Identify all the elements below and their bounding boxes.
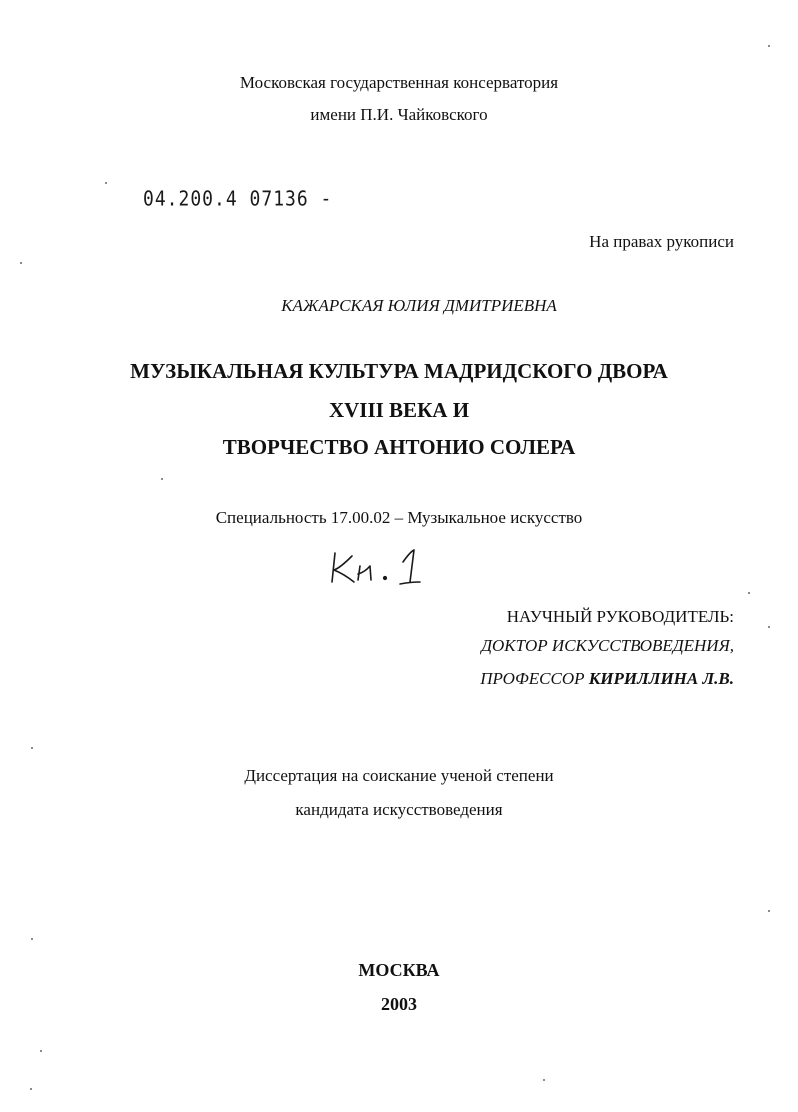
handwriting-dot [384,577,387,580]
scan-speck [31,747,33,749]
manuscript-note: На правах рукописи [589,232,734,251]
scan-speck [30,1088,32,1090]
scan-speck [768,45,770,47]
handwriting-stroke [334,556,354,582]
title-line-2: XVIII ВЕКА И [328,398,470,422]
author-name: КАЖАРСКАЯ ЮЛИЯ ДМИТРИЕВНА [281,296,557,315]
scan-speck [768,626,770,628]
scan-speck [105,182,107,184]
advisor-position: ПРОФЕССОР [480,669,585,688]
institution-name: Московская государственная консерватория [239,73,559,92]
scan-speck [768,910,770,912]
advisor-line [480,669,734,689]
dissertation-line-1: Диссертация на соискание ученой степени [244,766,554,785]
scan-speck [31,938,33,940]
title-line-3: ТВОРЧЕСТВО АНТОНИО СОЛЕРА [222,435,576,459]
registration-stamp: 04.200.4 07136 - [143,187,333,212]
advisor-degree: ДОКТОР ИСКУССТВОВЕДЕНИЯ, [481,636,734,655]
scan-speck [543,1079,545,1081]
advisor-heading: НАУЧНЫЙ РУКОВОДИТЕЛЬ: [506,607,734,626]
handwriting-stroke [400,550,420,584]
handwriting-stroke [332,553,335,582]
scan-speck [161,478,163,480]
scan-speck [20,262,22,264]
scan-speck [748,592,750,594]
advisor-name: КИРИЛЛИНА Л.В. [588,669,734,688]
specialty-line: Специальность 17.00.02 – Музыкальное искусство [215,508,583,527]
handwriting-stroke [358,566,371,580]
title-line-1: МУЗЫКАЛЬНАЯ КУЛЬТУРА МАДРИДСКОГО ДВОРА [130,359,668,383]
dissertation-line-2: кандидата искусствоведения [295,800,503,819]
city: МОСКВА [358,960,440,980]
scan-speck [40,1050,42,1052]
year: 2003 [381,994,417,1014]
institution-subname: имени П.И. Чайковского [310,105,488,124]
